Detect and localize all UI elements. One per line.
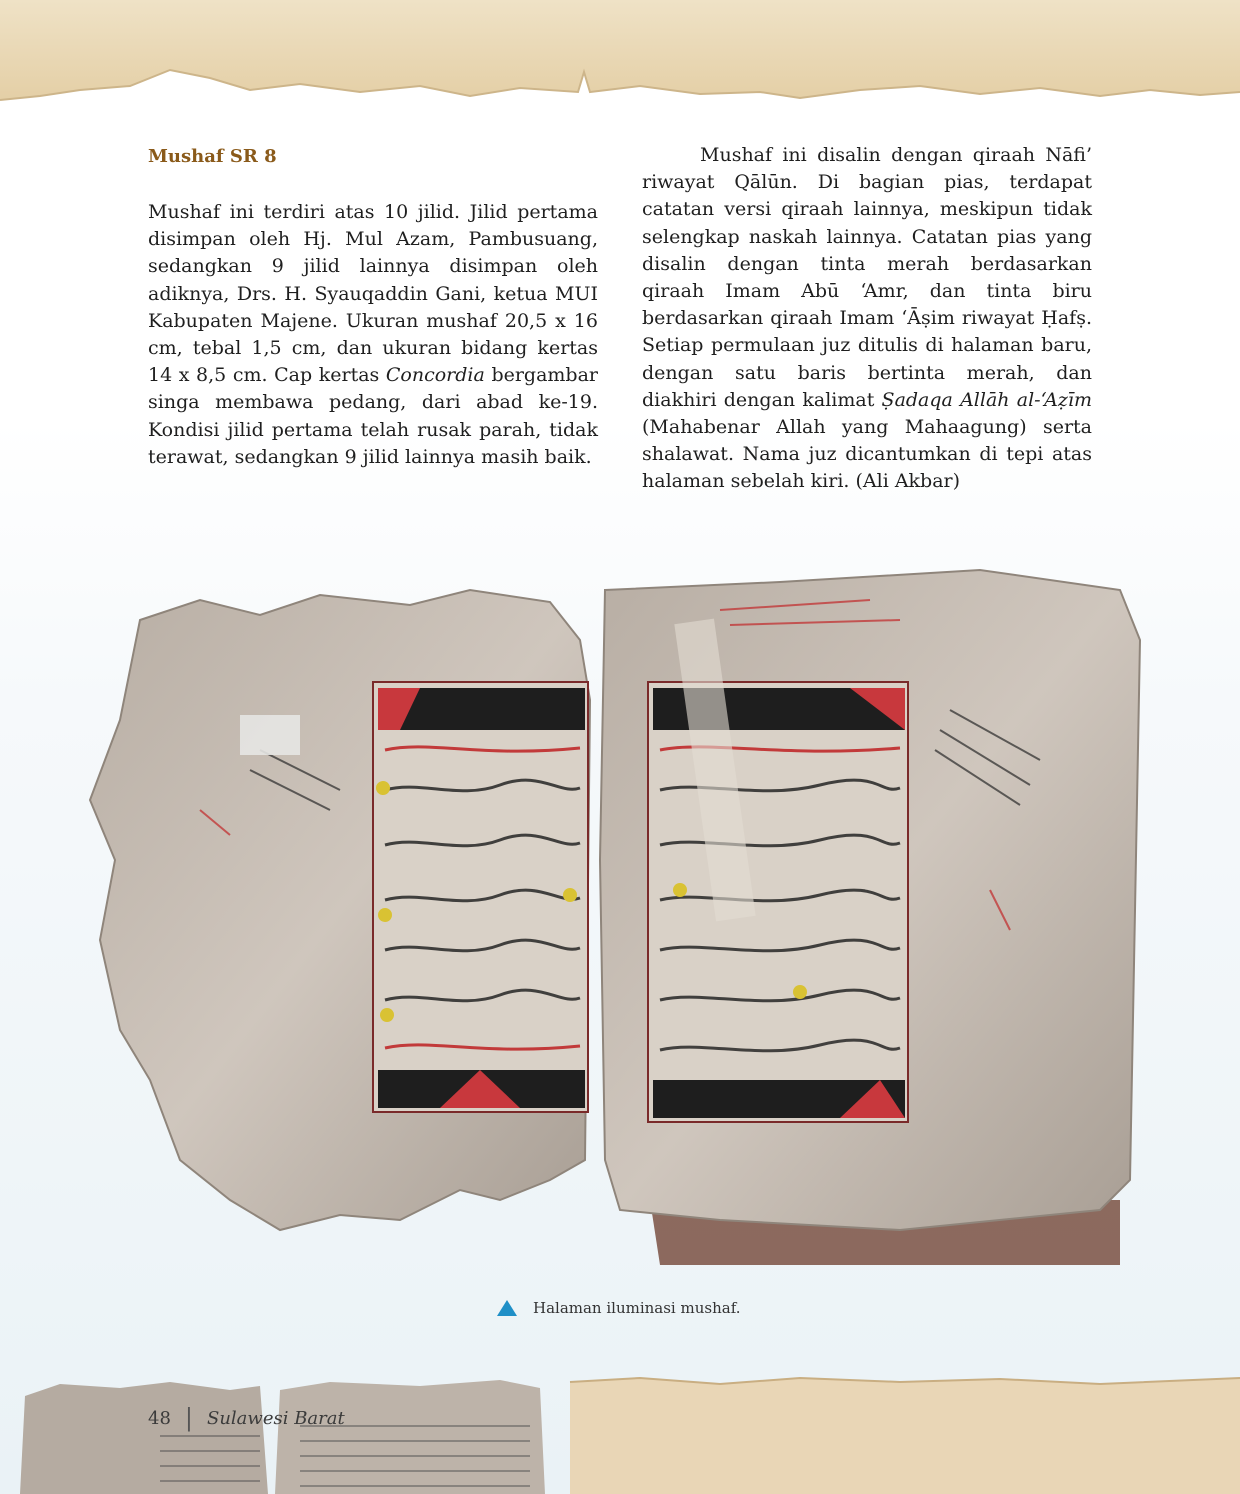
left-paragraph-start: Mushaf ini terdiri atas 10 jilid. Jilid pertama disimpan oleh Hj. Mul Azam, Pambusuang, sedangkan 9 jilid lainnya disimpan oleh adiknya, Drs. H. Syauqaddin Gani, ketua MUI Kabupaten Majene. Ukuran mushaf 20,5 x 16 cm, tebal 1,5 cm, dan ukuran bidang kertas 14 x 8,5 cm. Cap kertas <box>148 201 598 387</box>
book-title: Sulawesi Barat <box>207 1407 345 1429</box>
right-column <box>642 142 1092 496</box>
figure-caption <box>497 1296 740 1320</box>
right-paragraph-start: Mushaf ini disalin dengan qiraah Nāfi’ riwayat Qālūn. Di bagian pias, terdapat catatan versi qiraah lainnya, meskipun tidak selengkap naskah lainnya. Catatan pias yang disalin dengan tinta merah berdasarkan qiraah Imam Abū ‘Amr, dan tinta biru berdasarkan qiraah Imam ‘Āṣim riwayat Ḥafṣ. Setiap permulaan juz ditulis di halaman baru, dengan satu baris bertinta merah, dan diakhiri dengan kalimat <box>642 144 1092 411</box>
bottom-decorative-strip <box>0 1376 1240 1494</box>
footer-separator: | <box>184 1404 193 1432</box>
section-title: Mushaf SR 8 <box>148 146 277 167</box>
right-paragraph-end: (Mahabenar Allah yang Mahaagung) serta shalawat. Nama juz dicantumkan di tepi atas halaman sebelah kiri. (Ali Akbar) <box>642 416 1092 493</box>
page-number: 48 <box>148 1407 171 1429</box>
left-paragraph <box>148 199 598 471</box>
right-paragraph <box>642 142 1092 496</box>
caption-triangle-icon <box>497 1300 517 1316</box>
left-paragraph-italic: Concordia <box>385 364 485 387</box>
left-paragraph-end: bergambar singa membawa pedang, dari abad ke-19. Kondisi jilid pertama telah rusak parah, tidak terawat, sedangkan 9 jilid lainnya masih baik. <box>148 364 599 468</box>
torn-paper-header <box>0 0 1240 110</box>
mushaf-photo <box>80 560 1160 1280</box>
right-paragraph-italic: Ṣadaqa Allāh al-‘Aẓīm <box>881 388 1092 411</box>
left-column <box>148 142 598 471</box>
caption-text: Halaman iluminasi mushaf. <box>533 1299 741 1317</box>
page-footer <box>148 1404 345 1432</box>
